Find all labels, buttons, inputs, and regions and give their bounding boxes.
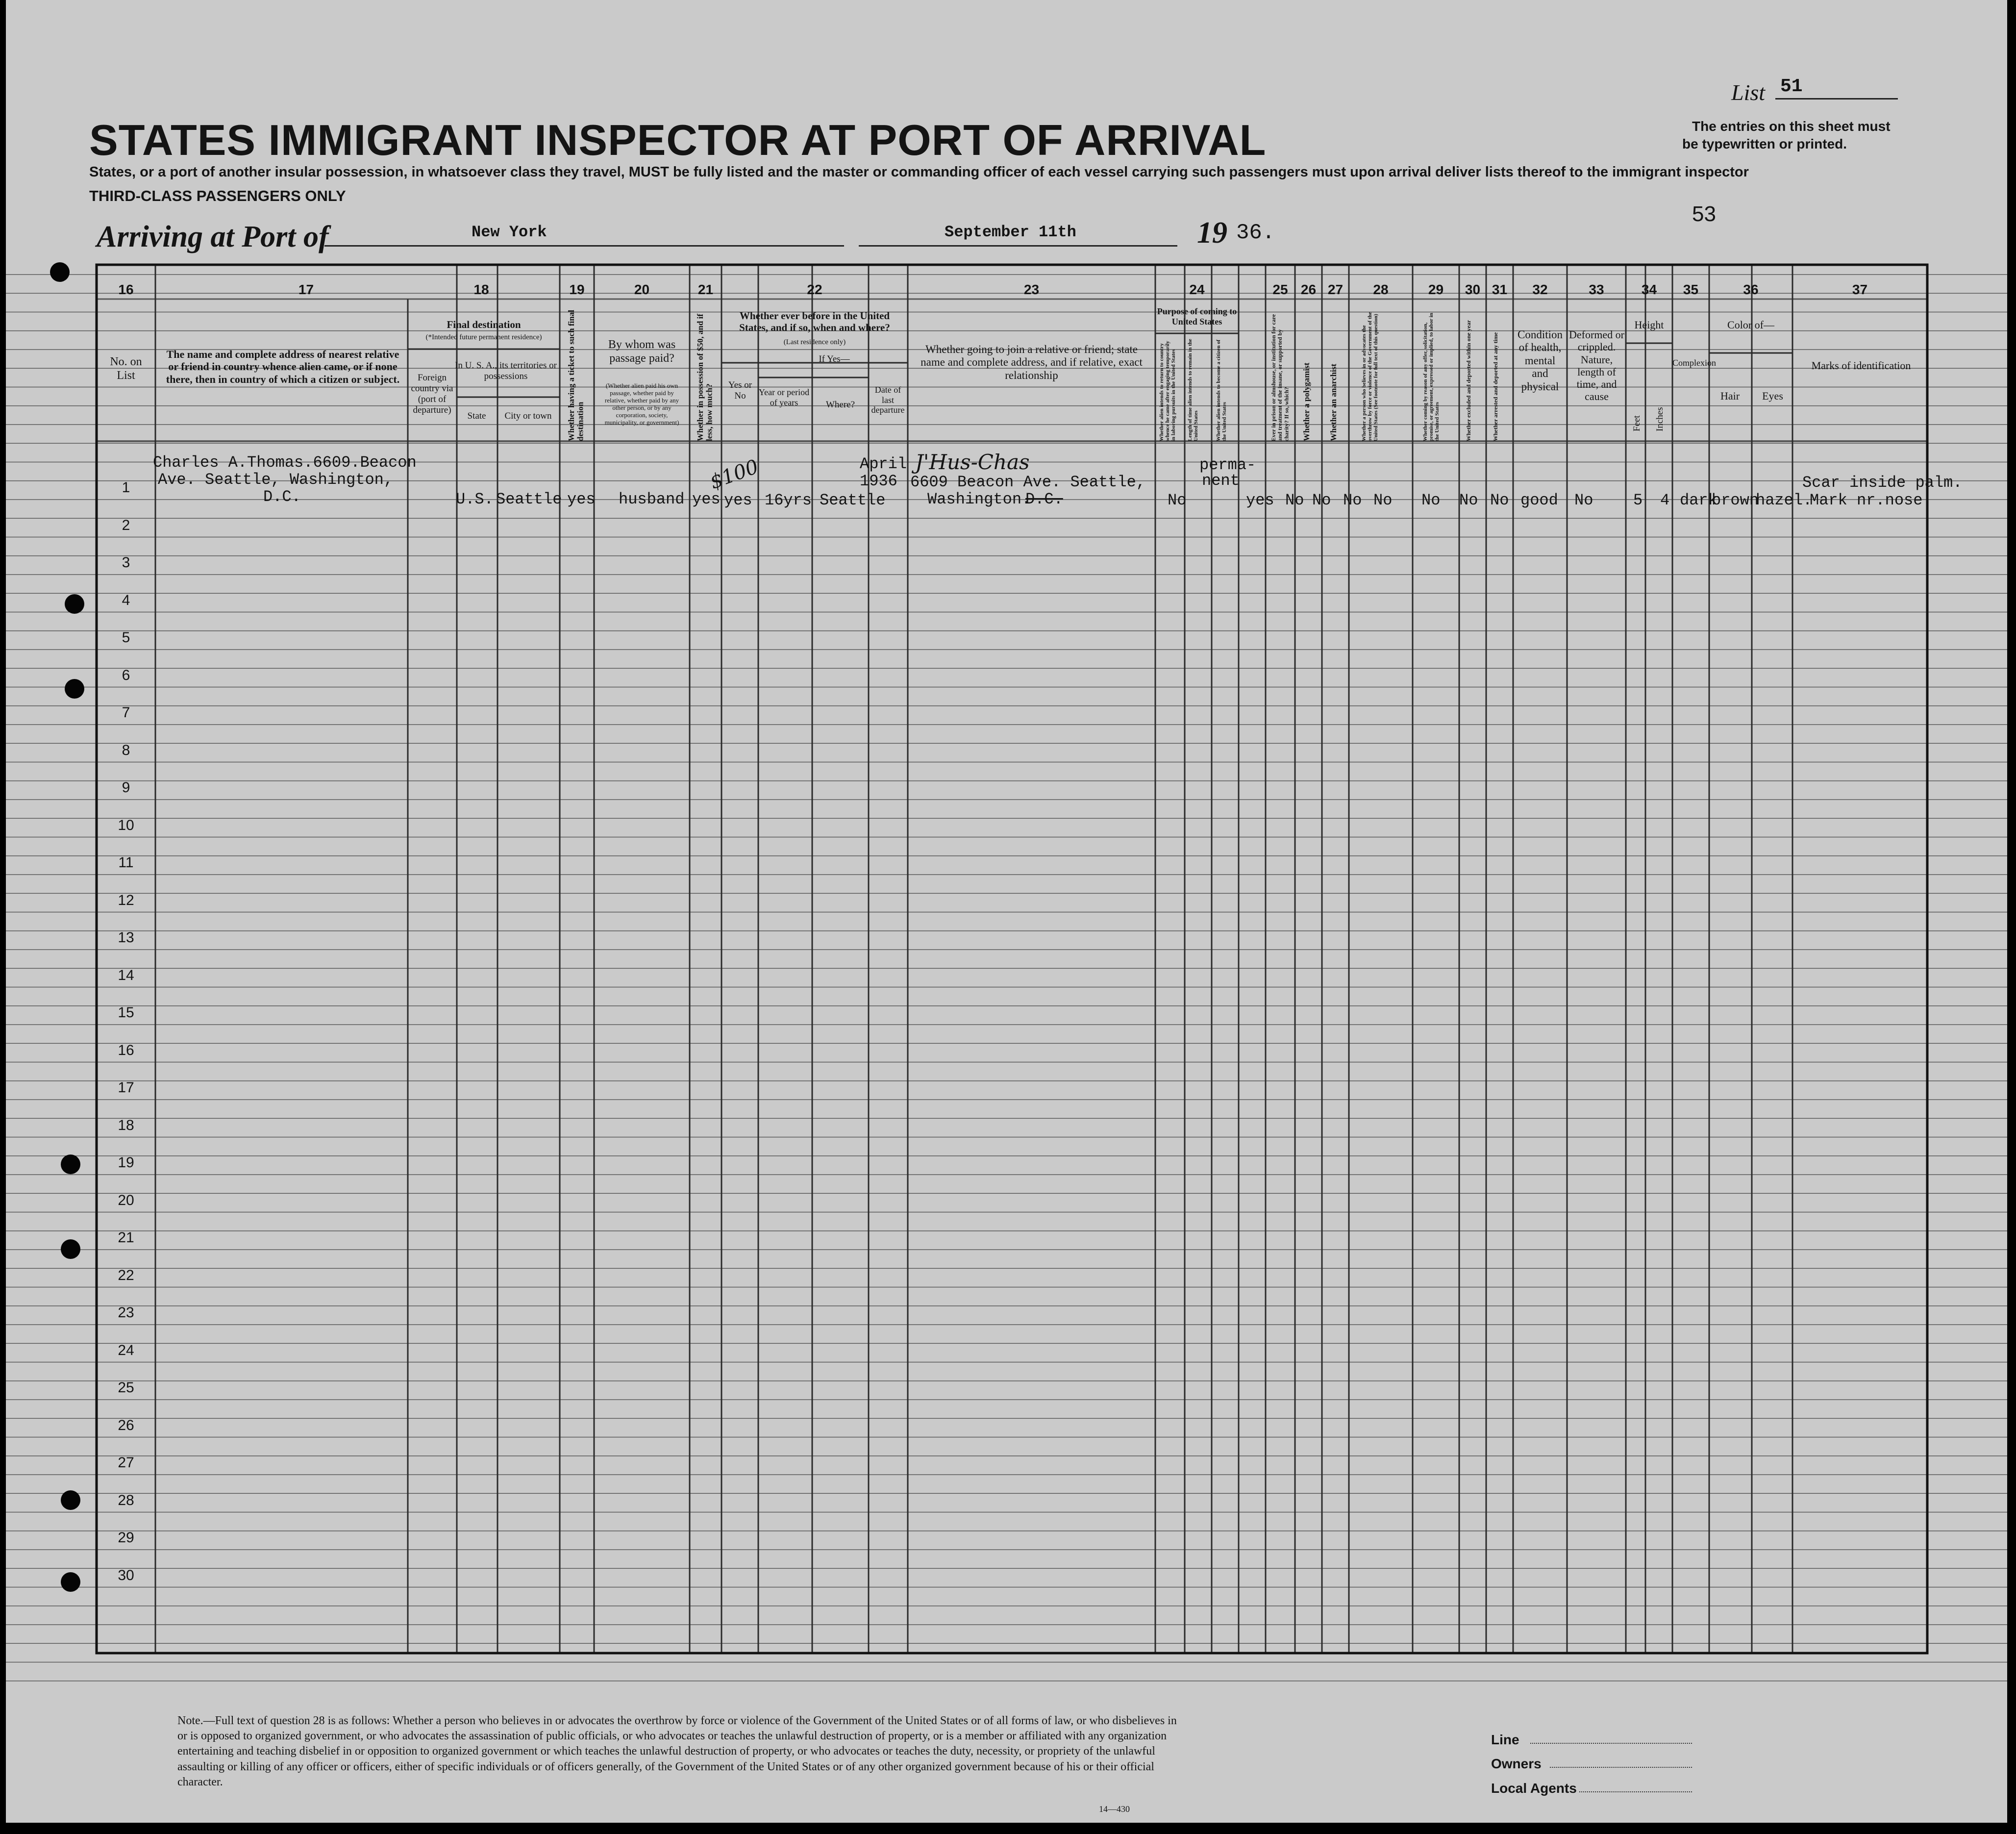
col-22-note: (Last residence only): [783, 338, 846, 346]
entry-join-line2: Washington.: [927, 490, 1031, 508]
entry-money: yes: [692, 490, 721, 508]
page-subtitle: States, or a port of another insular possession, in whatsoever class they travel, MUST be fully listed and the master or commanding officer of each vessel carrying such passengers must upon arrival deliver lists thereof to the immigrant inspector: [89, 164, 1749, 180]
row-number: 3: [122, 554, 130, 571]
col-19-label: Whether having a ticket to such final destination: [567, 310, 585, 441]
entry-eyes: hazel.: [1756, 491, 1813, 509]
row-number: 8: [122, 742, 130, 758]
entry-q28: No: [1373, 491, 1393, 509]
col-18-note: (*Intended future permanent residence): [425, 333, 542, 341]
col-18-city: City or town: [504, 411, 552, 421]
row-number: 15: [118, 1005, 134, 1021]
port-value: New York: [472, 223, 547, 241]
col-18-number: 18: [473, 282, 489, 297]
entry-city: Seattle: [496, 490, 562, 508]
col-27-label: Whether an anarchist: [1329, 363, 1338, 441]
year-prefix: 19: [1197, 216, 1227, 250]
row-number: 30: [118, 1567, 134, 1583]
entry-prison: No: [1285, 491, 1304, 509]
entry-money-handwritten: $100: [707, 455, 762, 494]
entry-citizen-intent: yes: [1246, 491, 1274, 509]
entry-hair: brown: [1712, 491, 1759, 509]
col-32-number: 32: [1532, 282, 1548, 297]
col-20-label: By whom was passage paid?: [608, 338, 676, 365]
page-title: STATES IMMIGRANT INSPECTOR AT PORT OF ARRIVAL: [89, 116, 1267, 164]
row-number: 23: [118, 1305, 134, 1321]
col-35-number: 35: [1683, 282, 1699, 297]
entries-note-2: be typewritten or printed.: [1682, 136, 1847, 151]
entry-return-intent: No: [1168, 491, 1187, 509]
col-16-number: 16: [118, 282, 134, 297]
col-24-label: Purpose of coming to United States: [1157, 306, 1237, 327]
year-suffix: 36.: [1236, 221, 1275, 245]
row-number: 28: [118, 1492, 134, 1508]
col-22-number: 22: [807, 282, 822, 297]
row-number: 13: [118, 930, 134, 946]
col-33-label: Deformed or crippled. Nature, length of time, and cause: [1568, 328, 1624, 403]
col-26-number: 26: [1300, 282, 1317, 297]
date-value: September 11th: [945, 223, 1076, 241]
col-24-number: 24: [1189, 282, 1205, 297]
list-number: 51: [1780, 76, 1803, 97]
col-33-number: 33: [1589, 282, 1604, 297]
entry-relative-line3: D.C.: [263, 488, 301, 506]
row-number: 1: [122, 479, 130, 496]
entry-join-line1: 6609 Beacon Ave. Seattle,: [910, 473, 1146, 491]
col-34-number: 34: [1641, 282, 1657, 297]
col-36-number: 36: [1743, 282, 1759, 297]
entry-q29: No: [1421, 491, 1441, 509]
entry-deformed: No: [1574, 491, 1593, 509]
col-28-number: 28: [1373, 282, 1389, 297]
entry-feet: 5: [1633, 491, 1643, 509]
entry-before: yes: [724, 491, 752, 509]
row-number: 16: [118, 1042, 134, 1058]
date-underline: [859, 245, 1177, 247]
list-label: List: [1731, 80, 1766, 105]
col-22-where: Where?: [825, 400, 855, 410]
col-22-period: Year or period of years: [758, 387, 810, 407]
row-number: 12: [118, 892, 134, 908]
col-27-number: 27: [1327, 282, 1344, 297]
col-24-c: Whether alien intends to become a citizen of the United States: [1216, 339, 1228, 441]
col-23-number: 23: [1023, 282, 1040, 297]
entry-relative-line2: Ave. Seattle, Washington,: [158, 471, 394, 489]
row-number: 9: [122, 779, 130, 796]
entry-marks-1: Scar inside palm.: [1802, 474, 1963, 492]
row-number: 24: [118, 1342, 134, 1358]
page-number: 53: [1692, 202, 1716, 226]
row-number: 10: [118, 817, 134, 833]
col-22-yesno: Yes or No: [728, 380, 752, 401]
col-31-number: 31: [1492, 282, 1508, 297]
binder-hole: [50, 262, 70, 282]
col-24-a: Whether alien intends to return to country whence he came after engaging temporarily in laboring pursuits in the United States: [1159, 341, 1177, 441]
col-20-number: 20: [634, 282, 650, 297]
col-32-label: Condition of health, mental and physical: [1517, 328, 1563, 393]
col-18-foreign: Foreign country via (port of departure): [411, 373, 453, 415]
col-18-label: Final destination: [447, 319, 521, 330]
row-number: 19: [118, 1155, 134, 1171]
col-36-hair: Hair: [1720, 390, 1740, 402]
entry-polygamist: No: [1312, 491, 1331, 509]
question-28-note: Note.—Full text of question 28 is as follows: Whether a person who believes in or advocates the overthrow by force or violence of the Government of the United States or of all forms of law, or who disbelieves in or is opposed to organized government, or who advocates the assassination of public officials, or who advocates or teaches the unlawful destruction of property, or is a member or affiliated with any organization entertaining and teaching disbelief in or opposition to organized government or which teaches the unlawful destruction of property, or who advocates or teaches the duty, necessity, or propriety of the unlawful assaulting or killing of any officer or officers, either of specific individuals or of officers generally, of the Government of the United States or of any other organized government because of his or their official character.: [177, 1714, 1177, 1788]
binder-hole: [61, 1572, 80, 1592]
row-number: 14: [118, 967, 134, 983]
col-31-label: Whether arrested and deported at any time: [1492, 332, 1499, 441]
row-number: 6: [122, 667, 130, 683]
col-36-eyes: Eyes: [1762, 390, 1783, 402]
binder-hole: [65, 679, 84, 699]
line-underline: [1530, 1743, 1692, 1744]
form-number: 14—430: [1099, 1804, 1130, 1814]
entry-health: good: [1520, 491, 1558, 509]
table-grid: [6, 0, 2007, 1823]
entry-ticket: yes: [567, 490, 596, 508]
col-22-date: Date of last departure: [871, 385, 905, 415]
col-28-label: Whether a person who believes in or advocates the overthrow by force or violence of the Government of the United States (See footnote for full text of this question): [1361, 312, 1379, 441]
col-34-feet: Feet: [1632, 415, 1642, 431]
col-29-label: Whether coming by reason of any offer, solicitation, promise, or agreement, expressed or implied, to labor in the United States: [1422, 313, 1441, 441]
col-16-label: No. on List: [110, 355, 142, 382]
owners-underline: [1550, 1767, 1692, 1768]
col-30-number: 30: [1465, 282, 1481, 297]
row-number: 20: [118, 1192, 134, 1208]
row-number: 18: [118, 1117, 134, 1133]
col-25-number: 25: [1272, 282, 1288, 297]
entry-join-struck: D.C.: [1025, 490, 1063, 508]
entry-marks-2: Mark nr.nose: [1810, 491, 1923, 509]
entry-relative-line1: Charles A.Thomas.6609.Beacon: [153, 453, 417, 472]
col-29-number: 29: [1428, 282, 1444, 297]
col-17-label: The name and complete address of nearest relative or friend in country whence alien came, or if none there, then in country of which a citizen or subject.: [166, 348, 400, 385]
col-19-number: 19: [569, 282, 585, 297]
port-underline: [324, 245, 844, 247]
col-21-number: 21: [697, 282, 714, 297]
binder-hole: [61, 1490, 80, 1510]
col-20-note: (Whether alien paid his own passage, whether paid by relative, whether paid by any other person, or by any corporation, society, municipality, or government): [604, 382, 679, 426]
entry-state: U.S.: [456, 490, 494, 508]
row-number: 21: [118, 1230, 134, 1246]
row-number: 2: [122, 517, 130, 533]
binder-hole: [61, 1239, 80, 1259]
row-number: 25: [118, 1380, 134, 1396]
row-number: 17: [118, 1080, 134, 1096]
col-17-number: 17: [298, 282, 314, 297]
col-35-label: Complexion: [1672, 358, 1716, 368]
col-18-state: State: [467, 411, 486, 421]
entry-q30: No: [1459, 491, 1478, 509]
col-34-inches: Inches: [1655, 407, 1665, 431]
entry-inches: 4: [1660, 491, 1670, 509]
entry-length-stay-2: nent: [1202, 472, 1240, 490]
entry-q31: No: [1490, 491, 1509, 509]
row-number: 22: [118, 1267, 134, 1283]
class-line: THIRD-CLASS PASSENGERS ONLY: [89, 187, 346, 204]
col-23-label: Whether going to join a relative or friend; state name and complete address, and if relative, exact relationship: [921, 343, 1143, 381]
col-36-label: Color of—: [1727, 319, 1774, 331]
col-37-label: Marks of identification: [1811, 359, 1911, 372]
col-34-label: Height: [1634, 319, 1664, 331]
owners-label: Owners: [1491, 1756, 1542, 1771]
agents-underline: [1579, 1791, 1692, 1792]
row-number: 27: [118, 1455, 134, 1471]
col-22-ifyes: If Yes—: [819, 354, 850, 364]
row-number: 5: [122, 629, 130, 646]
binder-hole: [61, 1155, 80, 1174]
row-number: 4: [122, 592, 130, 608]
row-number: 7: [122, 704, 130, 721]
col-25-label: Ever in prison or almshouse, or institution for care and treatment of the insane, or supported by charity? If so, which?: [1270, 314, 1290, 441]
line-label: Line: [1491, 1732, 1519, 1747]
entry-length-stay: perma-: [1199, 456, 1256, 474]
col-24-b: Length of time alien intends to remain in the United States: [1187, 339, 1199, 441]
arriving-label: Arriving at Port of: [97, 220, 329, 253]
entry-where: Seattle: [820, 491, 886, 509]
col-37-number: 37: [1852, 282, 1868, 297]
agents-label: Local Agents: [1491, 1781, 1577, 1796]
entry-complexion: dark: [1680, 491, 1717, 509]
entry-join-handwritten: J'Hus-Chas: [915, 450, 1030, 474]
col-30-label: Whether excluded and deported within one year: [1465, 320, 1472, 441]
entry-anarchist: No: [1343, 491, 1362, 509]
col-21-label: Whether in possession of $50, and if less, how much?: [696, 314, 714, 441]
binder-hole: [65, 594, 84, 614]
entry-departure-1: April: [860, 455, 907, 473]
entry-paid-by: husband: [619, 490, 685, 508]
row-number: 11: [118, 854, 134, 871]
manifest-sheet: [6, 0, 2007, 1823]
list-number-underline: [1775, 98, 1898, 100]
col-18-usa: In U. S. A., its territories or possessions: [455, 360, 557, 381]
entry-departure-2: 1936: [860, 472, 897, 490]
entry-period: 16yrs: [765, 491, 812, 509]
col-22-label: Whether ever before in the United States, and if so, when and where?: [739, 310, 890, 334]
row-number: 29: [118, 1530, 134, 1546]
row-number: 26: [118, 1417, 134, 1433]
entries-note-1: The entries on this sheet must: [1692, 119, 1891, 134]
col-26-label: Whether a polygamist: [1302, 362, 1311, 441]
